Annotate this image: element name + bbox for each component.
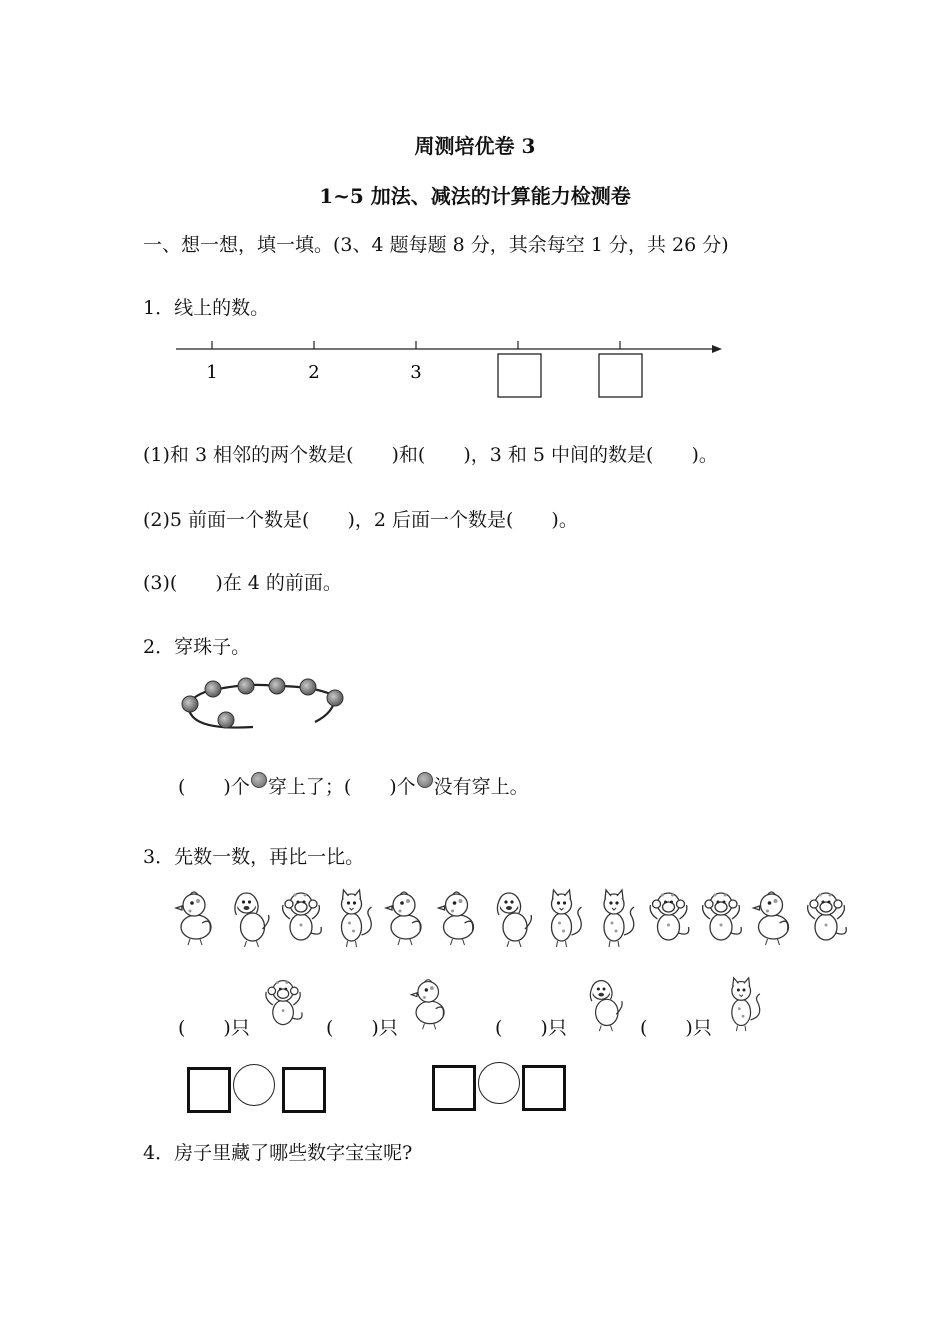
page-subtitle: 1~5 加法、减法的计算能力检测卷	[319, 184, 631, 208]
compare-box-right[interactable]	[522, 1065, 566, 1111]
question-1-part-3: (3)( )在 4 的前面。	[143, 572, 342, 594]
page-title: 周测培优卷 3	[414, 134, 536, 158]
bead-icon	[251, 772, 267, 788]
cat-icon	[552, 890, 582, 947]
bead	[269, 678, 285, 694]
bead	[205, 681, 221, 697]
cat-icon	[718, 975, 770, 1033]
compare-circle[interactable]	[233, 1064, 275, 1106]
section-heading: 一、想一想，填一填。(3、4 题每题 8 分，其余每空 1 分，共 26 分)	[143, 234, 729, 256]
blank[interactable]: ( )个	[178, 776, 250, 798]
compare-circle[interactable]	[478, 1062, 520, 1104]
answer-box	[498, 354, 541, 397]
question-4-label: 4．房子里藏了哪些数字宝宝呢?	[143, 1142, 413, 1164]
threaded-text: 穿上了；	[267, 776, 344, 798]
tick-label: 1	[206, 362, 218, 383]
dog-icon	[497, 893, 531, 947]
monkey-icon	[650, 893, 689, 940]
compare-box-right[interactable]	[282, 1067, 326, 1113]
question-2-label: 2．穿珠子。	[143, 636, 251, 658]
count-blank-dog[interactable]: ( )只	[495, 1017, 567, 1039]
count-blank-cat[interactable]: ( )只	[640, 1017, 712, 1039]
compare-box-left[interactable]	[187, 1067, 231, 1113]
bead	[218, 712, 234, 728]
question-1-part-1: (1)和 3 相邻的两个数是( )和( )，3 和 5 中间的数是( )。	[143, 444, 718, 466]
bead	[327, 690, 343, 706]
compare-box-left[interactable]	[432, 1065, 476, 1111]
animal-row	[172, 885, 862, 950]
monkey-icon	[258, 975, 310, 1033]
chick-icon	[176, 892, 211, 945]
answer-box	[599, 354, 642, 397]
question-1-part-2: (2)5 前面一个数是( )，2 后面一个数是( )。	[143, 509, 578, 531]
bead	[182, 696, 198, 712]
number-line-arrow	[712, 345, 722, 353]
question-2-answer-line	[178, 772, 529, 799]
tick-label: 3	[410, 362, 422, 383]
tick-label: 2	[308, 362, 320, 383]
monkey-icon	[808, 893, 847, 940]
chick-icon	[754, 892, 789, 945]
dog-icon	[235, 893, 269, 947]
count-blank-chick[interactable]: ( )只	[326, 1017, 398, 1039]
dog-icon	[578, 975, 630, 1033]
question-1-label: 1．线上的数。	[143, 297, 270, 319]
cat-icon	[342, 890, 372, 947]
bead-icon	[417, 772, 433, 788]
bead	[300, 679, 316, 695]
chick-icon	[386, 892, 421, 945]
monkey-icon	[703, 893, 742, 940]
bead	[238, 678, 254, 694]
number-line	[170, 335, 730, 405]
blank[interactable]: ( )个	[343, 776, 416, 798]
chick-icon	[439, 892, 474, 945]
count-blank-monkey[interactable]: ( )只	[178, 1017, 250, 1039]
bead-string	[175, 672, 355, 737]
cat-icon	[604, 890, 634, 947]
not-threaded-text: 没有穿上。	[433, 776, 529, 798]
monkey-icon	[283, 893, 322, 940]
chick-icon	[405, 975, 457, 1033]
question-3-label: 3．先数一数，再比一比。	[143, 846, 365, 868]
